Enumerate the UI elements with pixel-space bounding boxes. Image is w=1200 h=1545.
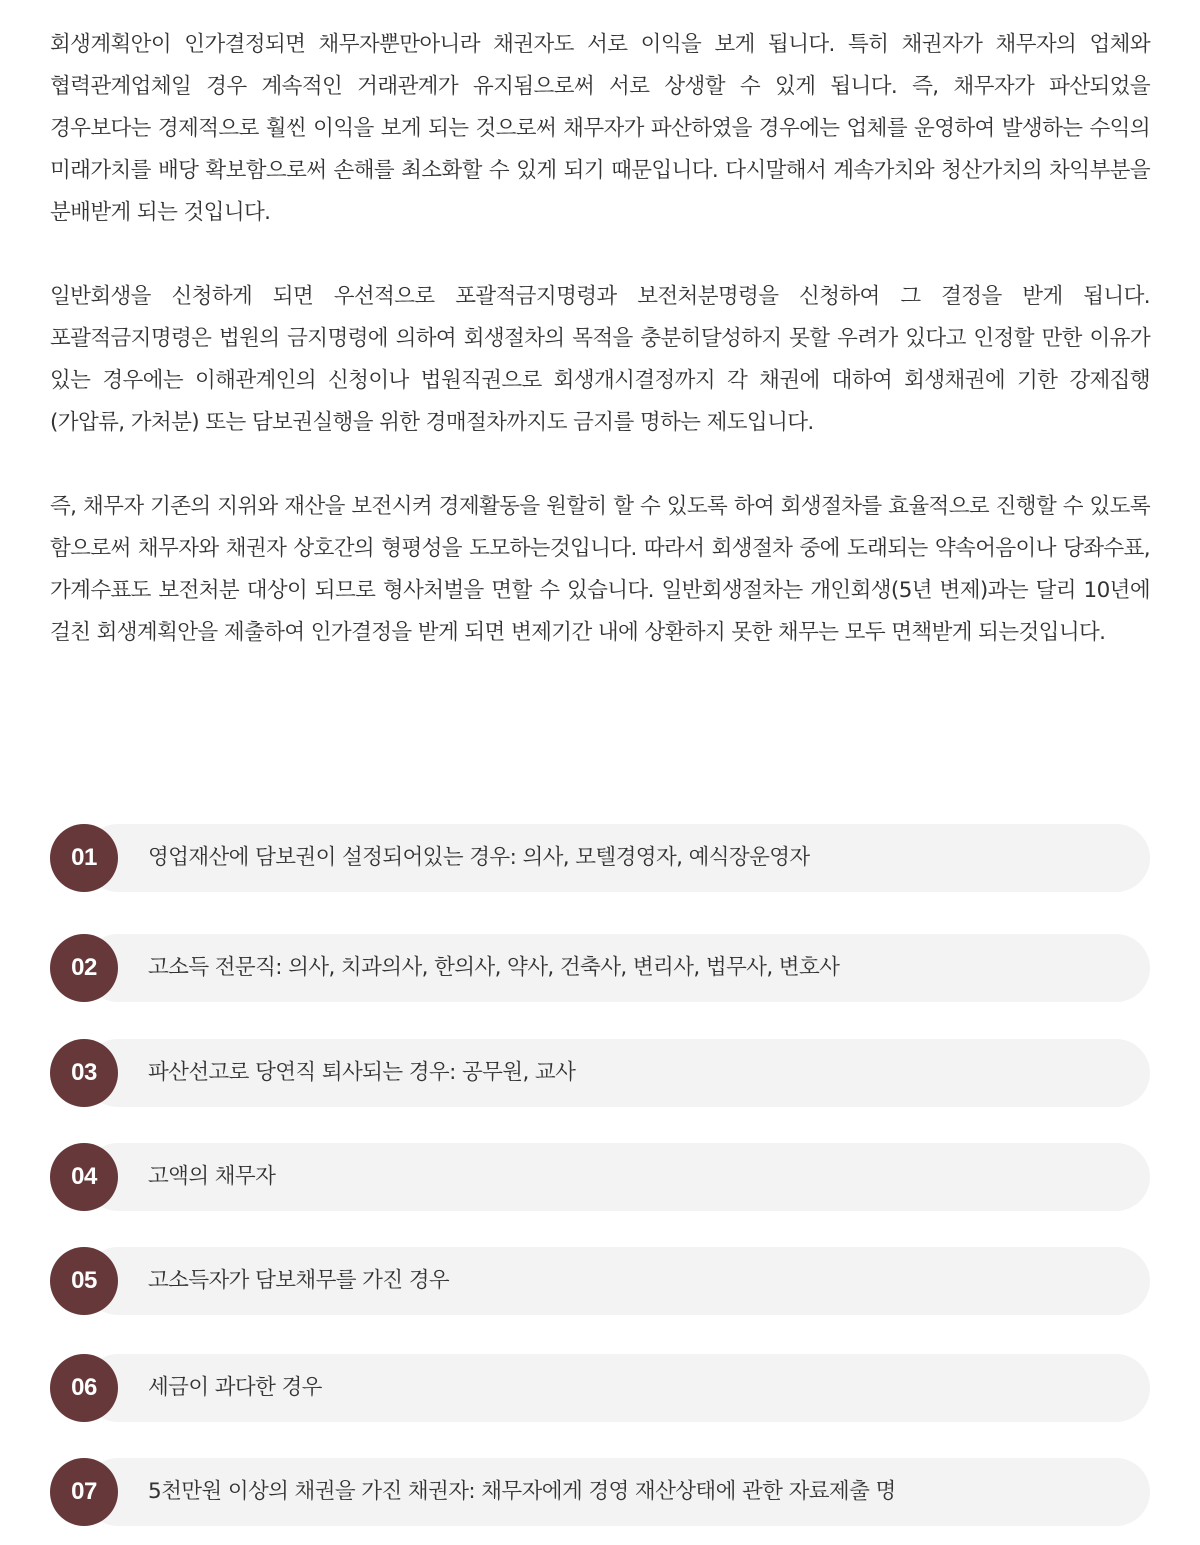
number-badge: 07: [50, 1458, 118, 1526]
list-item: [50, 1143, 1150, 1211]
list-item: [50, 1354, 1150, 1422]
item-text: 영업재산에 담보권이 설정되어있는 경우: 의사, 모텔경영자, 예식장운영자: [148, 845, 810, 870]
paragraph: 즉, 채무자 기존의 지위와 재산을 보전시켜 경제활동을 원할히 할 수 있도록 하여 회생절차를 효율적으로 진행할 수 있도록 함으로써 채무자와 채권자 상호간의 형평성을 도모하는것입니다. 따라서 회생절차 중에 도래되는 약속어음이나 당좌수표, 가계수표도 보전처분 대상이 되므로 형사처벌을 면할 수 있습니다. 일반회생절차는 개인회생(5년 변제)과는 달리 10년에 걸친 회생계획안을 제출하여 인가결정을 받게 되면 변제기간 내에 상환하지 못한 채무는 모두 면책받게 되는것입니다.: [50, 494, 1150, 645]
number-badge: 01: [50, 824, 118, 892]
number-badge: 02: [50, 934, 118, 1002]
list-item: [50, 824, 1150, 892]
number-badge: 05: [50, 1247, 118, 1315]
case-list: [50, 0, 1150, 1545]
paragraph: 회생계획안이 인가결정되면 채무자뿐만아니라 채권자도 서로 이익을 보게 됩니다. 특히 채권자가 채무자의 업체와 협력관계업체일 경우 계속적인 거래관계가 유지됨으로써 서로 상생할 수 있게 됩니다. 즉, 채무자가 파산되었을 경우보다는 경제적으로 훨씬 이익을 보게 되는 것으로써 채무자가 파산하였을 경우에는 업체를 운영하여 발생하는 수익의 미래가치를 배당 확보함으로써 손해를 최소화할 수 있게 되기 때문입니다. 다시말해서 계속가치와 청산가치의 차익부분을 분배받게 되는 것입니다.: [50, 32, 1150, 225]
item-text: 고소득자가 담보채무를 가진 경우: [148, 1268, 450, 1293]
list-item: [50, 934, 1150, 1002]
item-text: 5천만원 이상의 채권을 가진 채권자: 채무자에게 경영 재산상태에 관한 자료제출 명: [148, 1479, 896, 1504]
item-text: 세금이 과다한 경우: [148, 1375, 322, 1400]
list-item: [50, 1039, 1150, 1107]
paragraph: 일반회생을 신청하게 되면 우선적으로 포괄적금지명령과 보전처분명령을 신청하여 그 결정을 받게 됩니다. 포괄적금지명령은 법원의 금지명령에 의하여 회생절차의 목적을 충분히달성하지 못할 우려가 있다고 인정할 만한 이유가 있는 경우에는 이해관계인의 신청이나 법원직권으로 회생개시결정까지 각 채권에 대하여 회생채권에 기한 강제집행(가압류, 가처분) 또는 담보권실행을 위한 경매절차까지도 금지를 명하는 제도입니다.: [50, 284, 1150, 435]
number-badge: 04: [50, 1143, 118, 1211]
item-text: 파산선고로 당연직 퇴사되는 경우: 공무원, 교사: [148, 1060, 576, 1085]
item-text: 고소득 전문직: 의사, 치과의사, 한의사, 약사, 건축사, 변리사, 법무사, 변호사: [148, 955, 840, 980]
list-item: [50, 1458, 1150, 1526]
list-item: [50, 1247, 1150, 1315]
item-text: 고액의 채무자: [148, 1164, 276, 1189]
number-badge: 06: [50, 1354, 118, 1422]
number-badge: 03: [50, 1039, 118, 1107]
